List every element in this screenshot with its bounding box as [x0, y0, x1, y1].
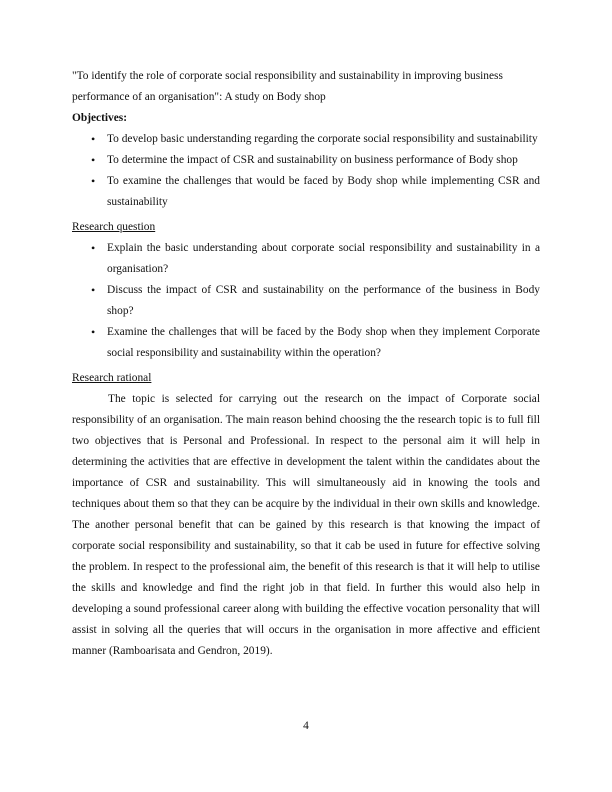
list-item [72, 150, 540, 171]
document-title: "To identify the role of corporate social responsibility and sustainability in improving business performance of an organisation": A study on Body shop [72, 70, 503, 103]
bullet-icon: • [91, 241, 96, 255]
research-question-text: Examine the challenges that will be faced by the Body shop when they implement Corporate social responsibility and sustainability within the operation? [107, 326, 540, 359]
bullet-icon: • [91, 325, 96, 339]
page-content [72, 66, 540, 662]
objective-text: To develop basic understanding regarding the corporate social responsibility and sustainability [107, 133, 538, 145]
objective-text: To determine the impact of CSR and sustainability on business performance of Body shop [107, 154, 518, 166]
bullet-icon: • [91, 174, 96, 188]
page-number: 4 [303, 720, 309, 732]
research-question-heading: Research question [72, 221, 156, 233]
objective-text: To examine the challenges that would be faced by Body shop while implementing CSR and sustainability [107, 175, 540, 208]
research-question-text: Explain the basic understanding about corporate social responsibility and sustainability in a organisation? [107, 242, 540, 275]
list-item [72, 280, 540, 322]
research-rational-paragraph: The topic is selected for carrying out the research on the impact of Corporate social responsibility of an organisation. The main reason behind choosing the the research topic is to full fill two objectives that is Personal and Professional. In respect to the personal aim it will help in determining the activities that are effective in development the talent within the candidates about the importance of CSR and sustainability. This will simultaneously aid in knowing the tools and techniques about them so that they can be acquire by the individual in their own skills and knowledge. The another personal benefit that can be gained by this research is that knowing the impact of corporate social responsibility and sustainability, so that it cab be used in future for effective solving the problem. In respect to the professional aim, the benefit of this research is that it will help to utilise the skills and knowledge and find the right job in that field. In further this would also help in developing a sound professional career along with building the effective vocation personality that will assist in solving all the queries that will occurs in the organisation in more affective and efficient manner (Ramboarisata and Gendron, 2019). [72, 393, 540, 657]
research-question-text: Discuss the impact of CSR and sustainability on the performance of the business in Body shop? [107, 284, 540, 317]
list-item [72, 238, 540, 280]
objectives-list [72, 129, 540, 213]
bullet-icon: • [91, 132, 96, 146]
research-rational-heading: Research rational [72, 372, 152, 384]
list-item [72, 129, 540, 150]
bullet-icon: • [91, 283, 96, 297]
objectives-heading: Objectives: [72, 112, 128, 124]
list-item [72, 322, 540, 364]
research-questions-list [72, 238, 540, 364]
list-item [72, 171, 540, 213]
bullet-icon: • [91, 153, 96, 167]
